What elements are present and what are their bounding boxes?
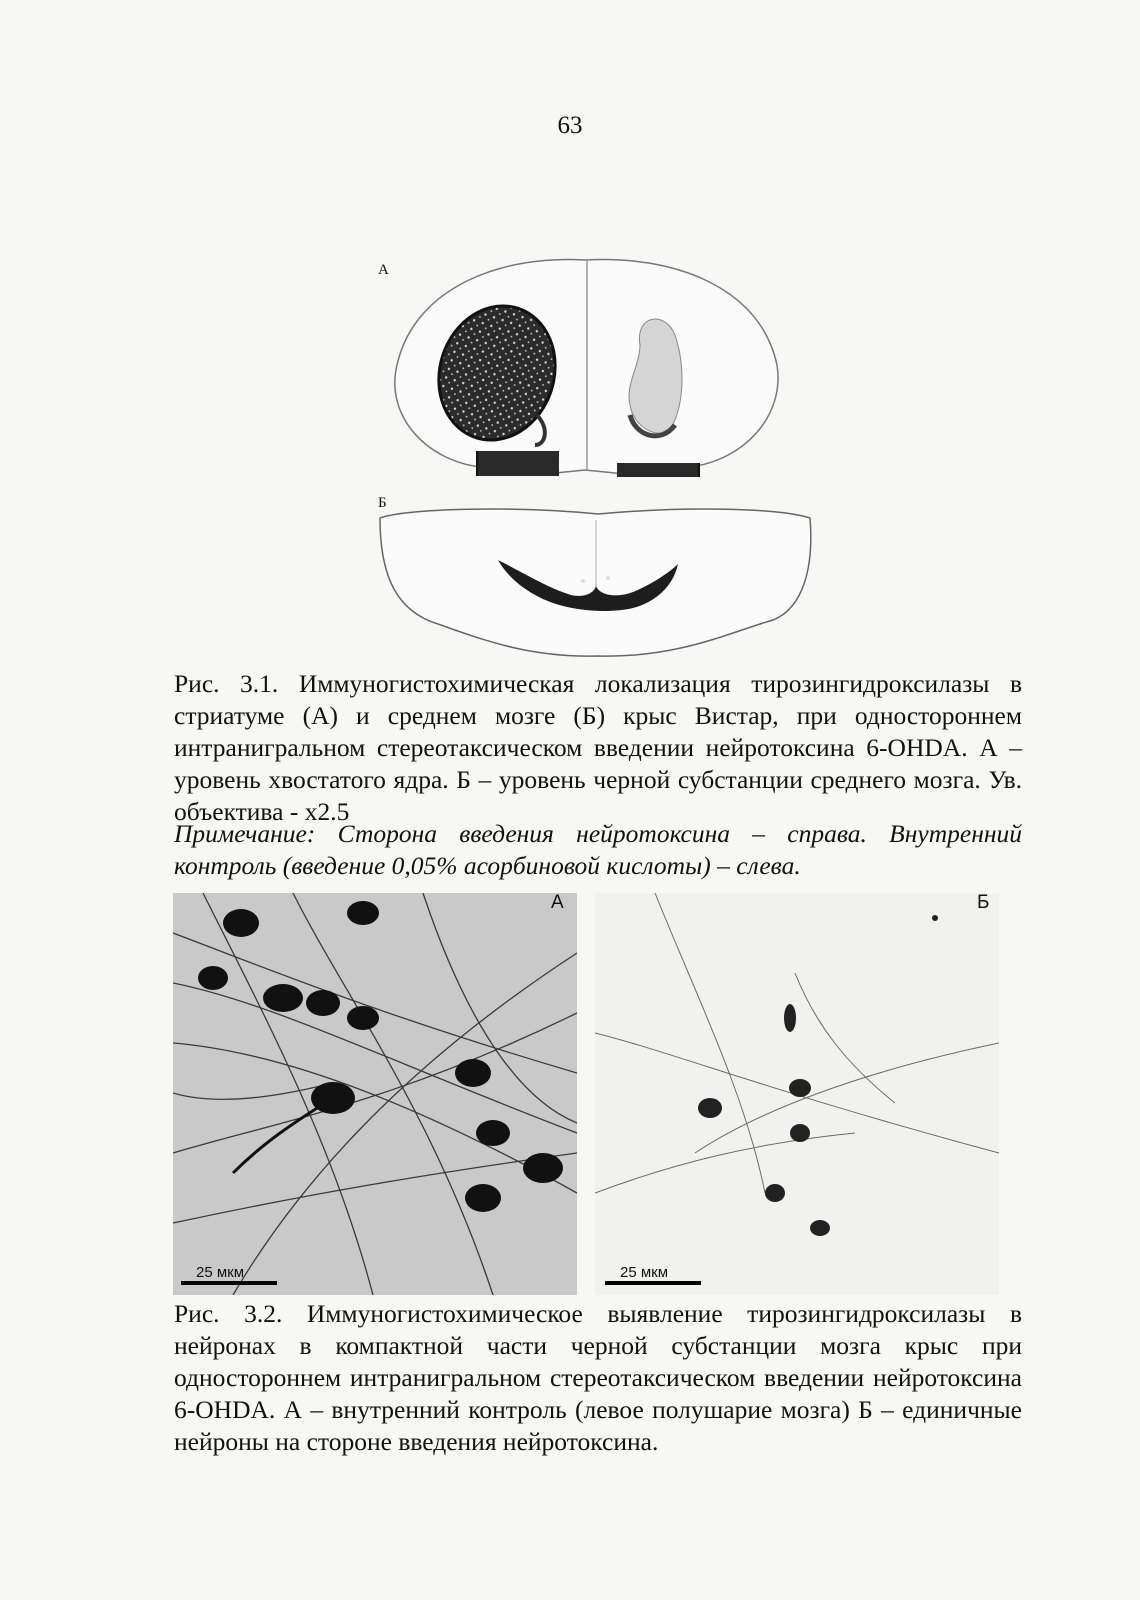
figure2-caption: Рис. 3.2. Иммуногистохимическое выявление тирозингидроксилазы в нейронах в компактной части черной субстанции мозга крыс при одностороннем интранигральном стереотаксическом введении нейротоксина 6-OHDA. А – внутренний контроль (левое полушарие мозга) Б – единичные нейроны на стороне введения нейротоксина. [174, 1299, 1022, 1456]
figure1-caption: Рис. 3.1. Иммуногистохимическая локализация тирозингидроксилазы в стриатуме (А) и среднем мозге (Б) крыс Вистар, при одностороннем интранигральном стереотаксическом введении нейротоксина 6-OHDA. А – уровень хвостатого ядра. Б – уровень черной субстанции среднего мозга. Ув. объектива - х2.5 [174, 669, 1022, 826]
figure2-scale-b-bar [605, 1281, 701, 1285]
figure1-panel-a-label: А [378, 262, 389, 278]
figure1-panel-b-image [378, 508, 818, 658]
figure2-panel-a-image [173, 893, 577, 1295]
figure2-scale-a-text: 25 мкм [196, 1264, 245, 1281]
figure2-panel-a-label: А [551, 892, 564, 913]
figure2-scale-b-text: 25 мкм [620, 1264, 669, 1281]
figure2-panel-b-label: Б [977, 892, 990, 913]
figure1-panel-a-image [385, 255, 805, 485]
figure1-panel-b-label: Б [378, 495, 387, 511]
figure2-panel-b-image [595, 893, 999, 1295]
page-number: 63 [557, 112, 583, 139]
figure2-scale-a-bar [181, 1281, 277, 1285]
figure1-note: Примечание: Сторона введения нейротоксина – справа. Внутренний контроль (введение 0,05% асорбиновой кислоты) – слева. [174, 819, 1022, 880]
